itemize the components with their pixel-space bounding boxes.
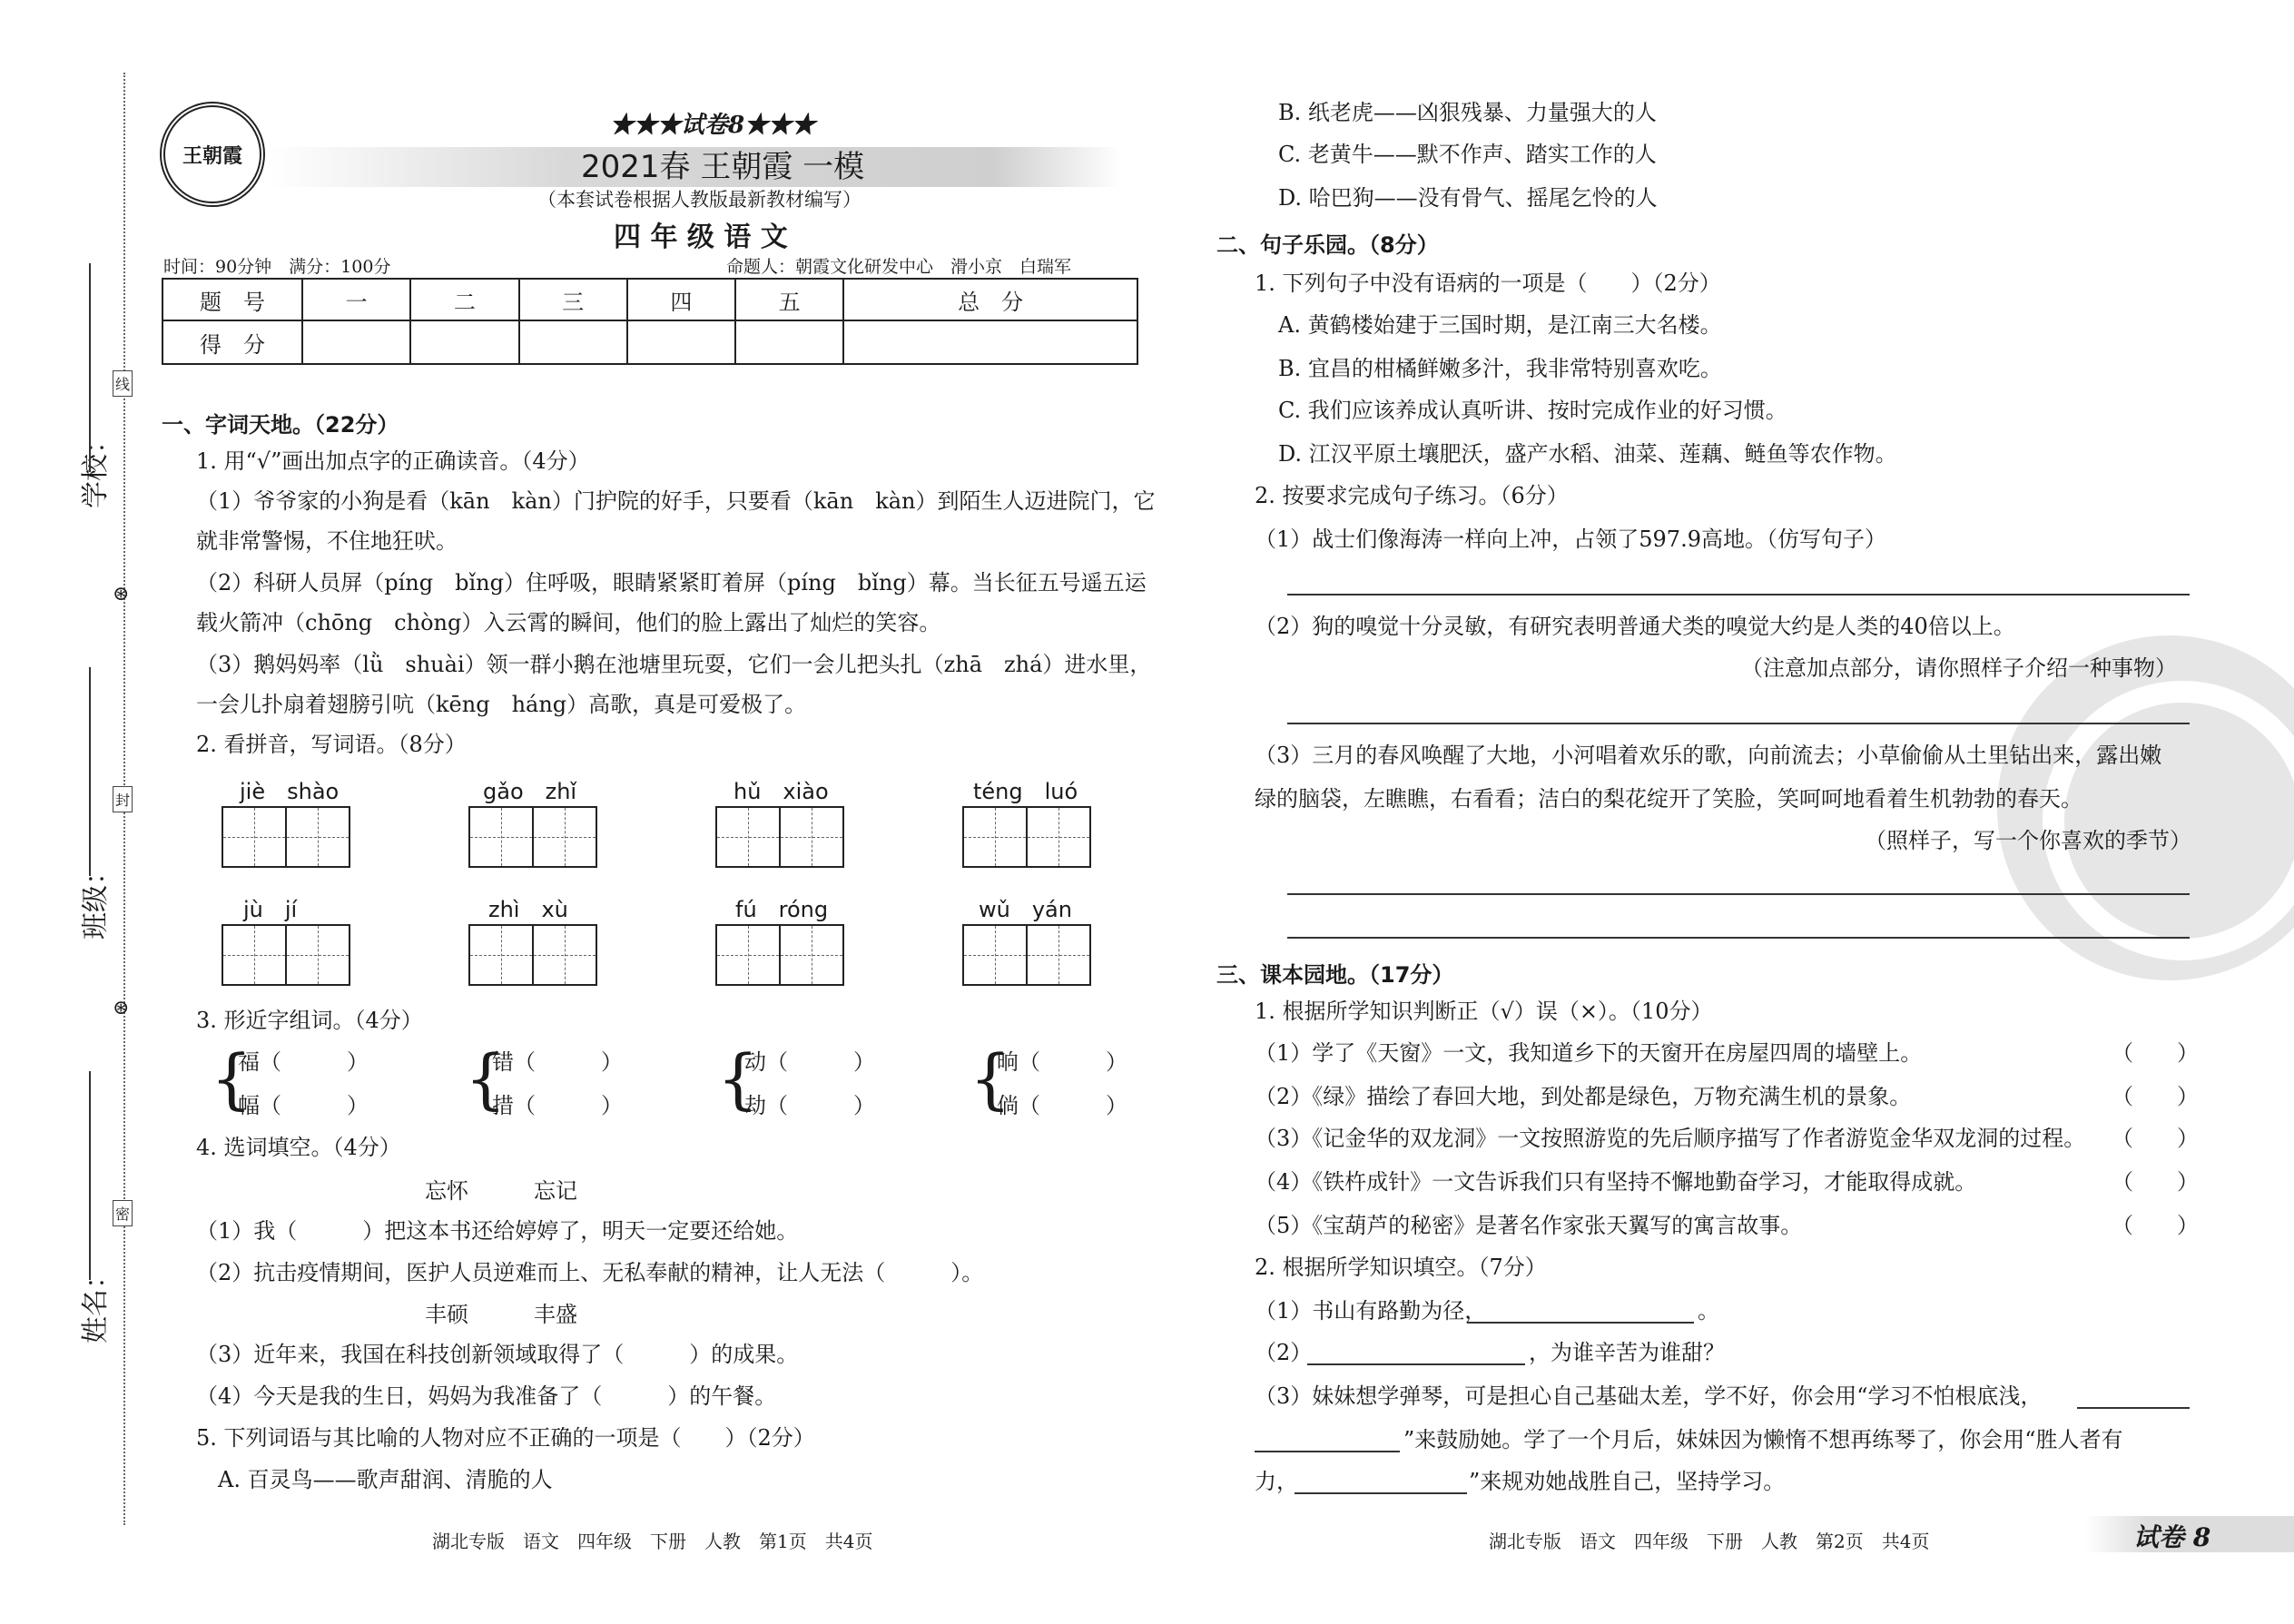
q5-title: 5. 下列词语与其比喻的人物对应不正确的一项是（ ）（2分）: [196, 1425, 815, 1451]
s3-q1-item: （3）《记金华的双龙洞》一文按照游览的先后顺序描写了作者游览金华双龙洞的过程。: [1255, 1126, 2086, 1151]
q1-line: （3）鹅妈妈率（lǜ shuài）领一群小鹅在池塘里玩耍，它们一会儿把头扎（zhā zhá）进水里，: [196, 652, 1152, 677]
pinyin-label: zhì xù: [488, 897, 568, 922]
score-header: 二: [410, 279, 518, 320]
score-cell[interactable]: [519, 320, 627, 364]
authors: 命题人：朝霞文化研发中心 滑小京 白瑞军: [726, 257, 1072, 277]
score-cell[interactable]: [627, 320, 735, 364]
q3-item[interactable]: 动（ ）: [744, 1049, 875, 1075]
s3-q1-title: 1. 根据所学知识判断正（√）误（×）。（10分）: [1255, 999, 1713, 1024]
judge-blank[interactable]: （ ）: [2112, 1126, 2199, 1151]
logo-text: 王朝霞: [182, 143, 242, 168]
writing-grid[interactable]: [962, 806, 1091, 868]
answer-line[interactable]: [1287, 723, 2190, 724]
score-header: 总 分: [843, 279, 1137, 320]
fill-blank[interactable]: [1307, 1363, 1525, 1365]
s2-q1-option: B. 宜昌的柑橘鲜嫩多汁，我非常特别喜欢吃。: [1278, 356, 1722, 381]
writing-grid[interactable]: [715, 806, 844, 868]
binding-ornament-icon: ⊛: [113, 583, 130, 605]
brace-icon: {: [717, 1040, 759, 1117]
answer-line[interactable]: [1287, 594, 2190, 595]
s2-q1-title: 1. 下列句子中没有语病的一项是（ ）（2分）: [1255, 271, 1721, 296]
s2-q2-2-note: （注意加点部分，请你照样子介绍一种事物）: [1741, 655, 2177, 681]
exam-title: 2021春 王朝霞 一模: [581, 149, 865, 185]
class-label: 班级：: [80, 858, 112, 940]
q4-title: 4. 选词填空。（4分）: [196, 1135, 401, 1160]
s2-q1-option: A. 黄鹤楼始建于三国时期，是江南三大名楼。: [1278, 312, 1722, 338]
score-cell[interactable]: [410, 320, 518, 364]
q1-line: 就非常警惕，不住地狂吠。: [196, 528, 458, 554]
s3-q2-title: 2. 根据所学知识填空。（7分）: [1255, 1255, 1547, 1280]
s3-q1-item: （4）《铁杵成针》一文告诉我们只有坚持不懈地勤奋学习，才能取得成就。: [1255, 1169, 1977, 1195]
s2-q2-3-note: （照样子，写一个你喜欢的季节）: [1865, 828, 2191, 853]
fill-blank[interactable]: [2077, 1407, 2190, 1409]
s2-q1-option: D. 江汉平原土壤肥沃，盛产水稻、油菜、莲藕、鲢鱼等农作物。: [1278, 441, 1897, 467]
s3-q2-3: ”来鼓励她。学了一个月后，妹妹因为懒惰不想再练琴了，你会用“胜人者有: [1403, 1427, 2123, 1452]
s2-q2-2: （2）狗的嗅觉十分灵敏，有研究表明普通犬类的嗅觉大约是人类的40倍以上。: [1255, 614, 2015, 639]
writing-grid[interactable]: [222, 924, 350, 986]
page-footer: 湖北专版 语文 四年级 下册 人教 第1页 共4页: [432, 1530, 873, 1552]
writing-grid[interactable]: [962, 924, 1091, 986]
judge-blank[interactable]: （ ）: [2112, 1169, 2199, 1195]
q1-line: （2）科研人员屏（píng bǐng）住呼吸，眼睛紧紧盯着屏（píng bǐng）幕。当长征五号遥五运: [196, 570, 1147, 595]
q4-word-options: 忘怀 忘记: [425, 1178, 577, 1204]
section3-title: 三、课本园地。（17分）: [1216, 962, 1454, 988]
binding-ornament-icon: ⊛: [113, 997, 130, 1019]
judge-blank[interactable]: （ ）: [2112, 1213, 2199, 1238]
s2-q2-3: 绿的脑袋，左瞧瞧，右看看；洁白的梨花绽开了笑脸，笑呵呵地看着生机勃勃的春天。: [1255, 786, 2082, 812]
brace-icon: {: [465, 1040, 507, 1117]
s3-q2-1: （1）书山有路勤为径，: [1255, 1298, 1487, 1324]
logo-seal: [160, 102, 265, 207]
brace-icon: {: [211, 1040, 252, 1117]
pinyin-label: wǔ yán: [979, 897, 1072, 922]
q4-line: （1）我（ ）把这本书还给婷婷了，明天一定要还给她。: [196, 1218, 799, 1244]
score-table: [162, 278, 1138, 365]
s3-q2-3: （3）妹妹想学弹琴，可是担心自己基础太差，学不好，你会用“学习不怕根底浅，: [1255, 1383, 2043, 1409]
name-blank[interactable]: [89, 1071, 91, 1280]
q3-item[interactable]: 劫（ ）: [744, 1093, 875, 1118]
s3-q1-item: （5）《宝葫芦的秘密》是著名作家张天翼写的寓言故事。: [1255, 1213, 1803, 1238]
q4-line: （2）抗击疫情期间，医护人员逆难而上、无私奉献的精神，让人无法（ ）。: [196, 1260, 984, 1285]
q4-line: （4）今天是我的生日，妈妈为我准备了（ ）的午餐。: [196, 1383, 777, 1409]
class-blank[interactable]: [89, 667, 91, 876]
q1-line: 一会儿扑扇着翅膀引吭（kēng háng）高歌，真是可爱极了。: [196, 692, 807, 717]
q3-item[interactable]: 措（ ）: [492, 1093, 623, 1118]
name-label: 姓名：: [80, 1262, 112, 1343]
s2-q2-1: （1）战士们像海涛一样向上冲，占领了597.9高地。（仿写句子）: [1255, 527, 1886, 552]
q4-line: （3）近年来，我国在科技创新领域取得了（ ）的成果。: [196, 1342, 799, 1367]
q2-title: 2. 看拼音，写词语。（8分）: [196, 732, 467, 757]
answer-line[interactable]: [1287, 937, 2190, 939]
score-row-label: 得 分: [162, 320, 302, 364]
grade-title: 四 年 级 语 文: [614, 221, 788, 253]
score-cell[interactable]: [302, 320, 410, 364]
q3-title: 3. 形近字组词。（4分）: [196, 1008, 423, 1033]
q5-option: D. 哈巴狗——没有骨气、摇尾乞怜的人: [1278, 185, 1658, 211]
writing-grid[interactable]: [468, 806, 597, 868]
s2-q1-option: C. 我们应该养成认真听讲、按时完成作业的好习惯。: [1278, 398, 1787, 423]
q3-item[interactable]: 幅（ ）: [238, 1093, 369, 1118]
school-blank[interactable]: [89, 263, 91, 472]
page-footer: 湖北专版 语文 四年级 下册 人教 第2页 共4页: [1489, 1530, 1930, 1552]
section2-title: 二、句子乐园。（8分）: [1216, 232, 1439, 258]
q5-option: B. 纸老虎——凶狠残暴、力量强大的人: [1278, 100, 1657, 125]
q1-title: 1. 用“√”画出加点字的正确读音。（4分）: [196, 448, 590, 474]
writing-grid[interactable]: [222, 806, 350, 868]
s3-q2-2: （2）: [1255, 1340, 1313, 1365]
section1-title: 一、字词天地。（22分）: [162, 412, 399, 438]
q3-item[interactable]: 晌（ ）: [997, 1049, 1127, 1075]
s2-q2-title: 2. 按要求完成句子练习。（6分）: [1255, 483, 1569, 508]
fill-blank[interactable]: [1295, 1492, 1467, 1494]
score-cell[interactable]: [735, 320, 843, 364]
score-header: 四: [627, 279, 735, 320]
fill-blank[interactable]: [1255, 1451, 1400, 1452]
judge-blank[interactable]: （ ）: [2112, 1084, 2199, 1109]
fill-blank[interactable]: [1467, 1322, 1694, 1324]
q5-option: C. 老黄牛——默不作声、踏实工作的人: [1278, 142, 1657, 167]
binding-mark-dense: 密: [113, 1200, 133, 1226]
pinyin-label: hǔ xiào: [733, 779, 829, 804]
score-header: 三: [519, 279, 627, 320]
s2-q2-3: （3）三月的春风唤醒了大地，小河唱着欢乐的歌，向前流去；小草偷偷从土里钻出来，露出嫩: [1255, 743, 2162, 768]
s3-q1-item: （2）《绿》描绘了春回大地，到处都是绿色，万物充满生机的景象。: [1255, 1084, 1912, 1109]
pinyin-label: téng luó: [973, 779, 1078, 804]
binding-mark-seal: 封: [113, 786, 133, 812]
q4-word-options: 丰硕 丰盛: [425, 1302, 577, 1327]
q1-line: （1）爷爷家的小狗是看（kān kàn）门护院的好手，只要看（kān kàn）到陌生人迈进院门，它: [196, 488, 1156, 514]
s3-q2-2-end: ，为谁辛苦为谁甜？: [1529, 1340, 1725, 1365]
q3-item[interactable]: 错（ ）: [492, 1049, 623, 1075]
s3-q2-3: ”来规劝她战胜自己，坚持学习。: [1469, 1469, 1786, 1494]
exam-subtitle: （本套试卷根据人教版最新教材编写）: [537, 189, 861, 211]
q3-item[interactable]: 倘（ ）: [997, 1093, 1127, 1118]
corner-tag: 试卷 8: [2133, 1522, 2211, 1552]
judge-blank[interactable]: （ ）: [2112, 1040, 2199, 1066]
brace-icon: {: [970, 1040, 1011, 1117]
score-header: 五: [735, 279, 843, 320]
score-header: 一: [302, 279, 410, 320]
score-header: 题 号: [162, 279, 302, 320]
writing-grid[interactable]: [715, 924, 844, 986]
writing-grid[interactable]: [468, 924, 597, 986]
answer-line[interactable]: [1287, 893, 2190, 895]
pinyin-label: fú róng: [735, 897, 829, 922]
school-label: 学校：: [80, 427, 112, 508]
binding-mark-line: 线: [113, 370, 133, 397]
s3-q1-item: （1）学了《天窗》一文，我知道乡下的天窗开在房屋四周的墙壁上。: [1255, 1040, 1923, 1066]
s3-q2-3: 力，: [1255, 1469, 1298, 1494]
q1-line: 载火箭冲（chōng chòng）入云霄的瞬间，他们的脸上露出了灿烂的笑容。: [196, 610, 941, 635]
pinyin-label: gǎo zhǐ: [483, 779, 577, 804]
q3-item[interactable]: 福（ ）: [238, 1049, 369, 1075]
score-cell[interactable]: [843, 320, 1137, 364]
pinyin-label: jù jí: [243, 897, 298, 922]
q5-option: A. 百灵鸟——歌声甜润、清脆的人: [218, 1467, 553, 1492]
series-tag: ★★★试卷8★★★: [610, 112, 816, 139]
s3-q2-1-end: 。: [1698, 1298, 1719, 1324]
time-info: 时间：90分钟 满分：100分: [163, 257, 391, 277]
pinyin-label: jiè shào: [240, 779, 340, 804]
